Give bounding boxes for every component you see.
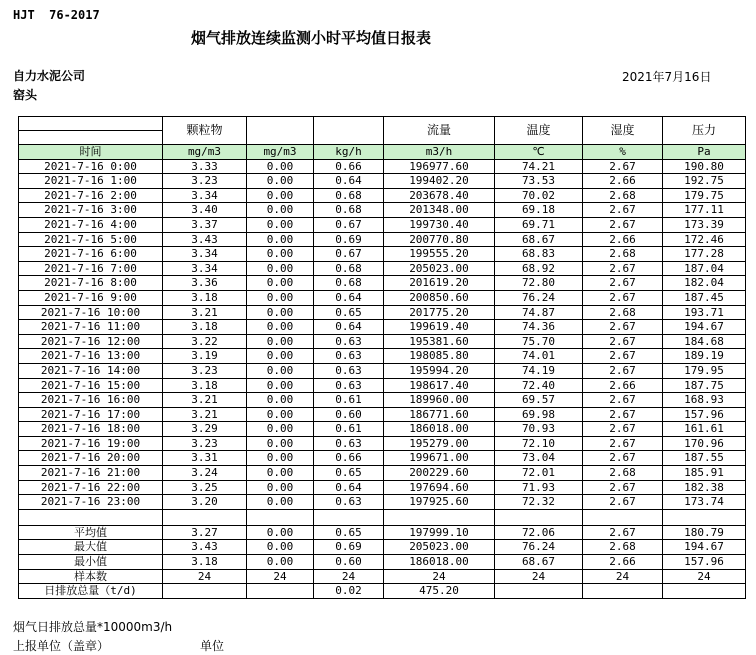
value-cell: 173.39 <box>663 217 746 232</box>
value-cell: 157.96 <box>663 407 746 422</box>
value-cell: 70.02 <box>495 188 583 203</box>
value-cell: 199402.20 <box>384 174 495 189</box>
value-cell: 0.60 <box>314 407 384 422</box>
value-cell: 0.00 <box>247 276 314 291</box>
value-cell: 3.25 <box>163 480 247 495</box>
value-cell: 0.63 <box>314 363 384 378</box>
value-cell: 177.28 <box>663 247 746 262</box>
summary-label: 样本数 <box>19 569 163 584</box>
value-cell: 69.98 <box>495 407 583 422</box>
value-cell: 2.67 <box>583 159 663 174</box>
table-row <box>19 378 746 393</box>
value-cell: 0.63 <box>314 349 384 364</box>
table-row <box>19 290 746 305</box>
report-title: 烟气排放连续监测小时平均值日报表 <box>190 29 431 47</box>
summary-label: 平均值 <box>19 525 163 540</box>
table-row <box>19 247 746 262</box>
table-row <box>19 334 746 349</box>
summary-row <box>19 555 746 570</box>
value-cell: 0.63 <box>314 378 384 393</box>
value-cell: 195279.00 <box>384 436 495 451</box>
value-cell: 2.68 <box>583 188 663 203</box>
summary-value-cell: 3.18 <box>163 555 247 570</box>
value-cell: 73.04 <box>495 451 583 466</box>
value-cell: 0.00 <box>247 363 314 378</box>
table-row <box>19 393 746 408</box>
summary-value-cell: 475.20 <box>384 584 495 599</box>
time-cell: 2021-7-16 18:00 <box>19 422 163 437</box>
time-cell: 2021-7-16 8:00 <box>19 276 163 291</box>
summary-value-cell: 0.65 <box>314 525 384 540</box>
summary-row <box>19 525 746 540</box>
value-cell: 0.00 <box>247 422 314 437</box>
summary-block <box>19 509 746 598</box>
value-cell: 192.75 <box>663 174 746 189</box>
value-cell: 2.67 <box>583 261 663 276</box>
value-cell: 0.64 <box>314 320 384 335</box>
table-header-block <box>19 117 746 160</box>
summary-value-cell: 2.67 <box>583 525 663 540</box>
value-cell: 189960.00 <box>384 393 495 408</box>
value-cell: 0.00 <box>247 480 314 495</box>
unit-cell: m3/h <box>384 145 495 160</box>
value-cell: 72.10 <box>495 436 583 451</box>
col-header-temperature: 温度 <box>495 117 583 145</box>
summary-value-cell: 3.43 <box>163 540 247 555</box>
value-cell: 0.00 <box>247 232 314 247</box>
value-cell: 2.67 <box>583 217 663 232</box>
value-cell: 196977.60 <box>384 159 495 174</box>
value-cell: 198085.80 <box>384 349 495 364</box>
table-row <box>19 320 746 335</box>
value-cell: 2.67 <box>583 495 663 510</box>
value-cell: 173.74 <box>663 495 746 510</box>
value-cell: 0.66 <box>314 451 384 466</box>
time-cell: 2021-7-16 15:00 <box>19 378 163 393</box>
value-cell: 76.24 <box>495 290 583 305</box>
value-cell: 194.67 <box>663 320 746 335</box>
summary-value-cell <box>495 584 583 599</box>
summary-value-cell <box>583 584 663 599</box>
value-cell: 3.23 <box>163 436 247 451</box>
value-cell: 187.55 <box>663 451 746 466</box>
value-cell: 3.19 <box>163 349 247 364</box>
summary-value-cell: 0.02 <box>314 584 384 599</box>
value-cell: 3.36 <box>163 276 247 291</box>
value-cell: 0.68 <box>314 261 384 276</box>
time-cell: 2021-7-16 13:00 <box>19 349 163 364</box>
value-cell: 3.31 <box>163 451 247 466</box>
value-cell: 179.95 <box>663 363 746 378</box>
value-cell: 72.01 <box>495 466 583 481</box>
value-cell: 0.00 <box>247 261 314 276</box>
value-cell: 0.68 <box>314 203 384 218</box>
value-cell: 2.66 <box>583 232 663 247</box>
value-cell: 0.00 <box>247 217 314 232</box>
summary-value-cell: 68.67 <box>495 555 583 570</box>
value-cell: 2.67 <box>583 363 663 378</box>
table-row <box>19 363 746 378</box>
value-cell: 2.67 <box>583 422 663 437</box>
value-cell: 3.40 <box>163 203 247 218</box>
report-unit-label: 上报单位（盖章） <box>13 639 110 653</box>
value-cell: 2.67 <box>583 334 663 349</box>
value-cell: 73.53 <box>495 174 583 189</box>
value-cell: 2.68 <box>583 466 663 481</box>
value-cell: 0.00 <box>247 451 314 466</box>
value-cell: 74.87 <box>495 305 583 320</box>
value-cell: 0.00 <box>247 188 314 203</box>
hourly-rows <box>19 159 746 509</box>
unit-label: 单位 <box>200 639 225 653</box>
value-cell: 2.68 <box>583 305 663 320</box>
value-cell: 3.18 <box>163 378 247 393</box>
summary-value-cell: 72.06 <box>495 525 583 540</box>
value-cell: 161.61 <box>663 422 746 437</box>
value-cell: 2.66 <box>583 174 663 189</box>
standard-code: HJT 76-2017 <box>13 8 100 22</box>
table-row <box>19 261 746 276</box>
value-cell: 0.67 <box>314 217 384 232</box>
table-row <box>19 407 746 422</box>
group-header-row <box>19 117 746 131</box>
value-cell: 0.65 <box>314 305 384 320</box>
value-cell: 72.40 <box>495 378 583 393</box>
table-row <box>19 276 746 291</box>
value-cell: 199730.40 <box>384 217 495 232</box>
value-cell: 68.83 <box>495 247 583 262</box>
value-cell: 168.93 <box>663 393 746 408</box>
value-cell: 0.64 <box>314 174 384 189</box>
value-cell: 3.29 <box>163 422 247 437</box>
unit-cell: mg/m3 <box>247 145 314 160</box>
summary-row <box>19 584 746 599</box>
footer-note: 烟气日排放总量*10000m3/h <box>13 620 173 634</box>
time-cell: 2021-7-16 1:00 <box>19 174 163 189</box>
value-cell: 0.68 <box>314 188 384 203</box>
empty-header-cell-bottom <box>19 131 163 145</box>
units-row <box>19 145 746 160</box>
report-date: 2021年7月16日 <box>622 70 712 84</box>
value-cell: 3.37 <box>163 217 247 232</box>
time-cell: 2021-7-16 21:00 <box>19 466 163 481</box>
value-cell: 186018.00 <box>384 422 495 437</box>
summary-value-cell: 194.67 <box>663 540 746 555</box>
value-cell: 75.70 <box>495 334 583 349</box>
value-cell: 3.21 <box>163 305 247 320</box>
summary-value-cell: 3.27 <box>163 525 247 540</box>
value-cell: 0.00 <box>247 159 314 174</box>
value-cell: 72.80 <box>495 276 583 291</box>
col-header-blank-2 <box>314 117 384 145</box>
summary-value-cell <box>247 584 314 599</box>
value-cell: 0.00 <box>247 349 314 364</box>
value-cell: 172.46 <box>663 232 746 247</box>
value-cell: 3.34 <box>163 261 247 276</box>
value-cell: 74.21 <box>495 159 583 174</box>
value-cell: 0.00 <box>247 305 314 320</box>
value-cell: 74.36 <box>495 320 583 335</box>
value-cell: 0.61 <box>314 393 384 408</box>
summary-value-cell: 180.79 <box>663 525 746 540</box>
value-cell: 70.93 <box>495 422 583 437</box>
value-cell: 0.68 <box>314 276 384 291</box>
col-header-particulate: 颗粒物 <box>163 117 247 145</box>
summary-value-cell: 197999.10 <box>384 525 495 540</box>
table-row <box>19 159 746 174</box>
table-row <box>19 174 746 189</box>
value-cell: 2.67 <box>583 451 663 466</box>
value-cell: 187.75 <box>663 378 746 393</box>
summary-value-cell: 24 <box>495 569 583 584</box>
summary-label: 日排放总量（t/d) <box>19 584 163 599</box>
value-cell: 71.93 <box>495 480 583 495</box>
table-row <box>19 203 746 218</box>
value-cell: 3.24 <box>163 466 247 481</box>
value-cell: 0.00 <box>247 407 314 422</box>
time-cell: 2021-7-16 11:00 <box>19 320 163 335</box>
value-cell: 170.96 <box>663 436 746 451</box>
summary-value-cell: 0.69 <box>314 540 384 555</box>
value-cell: 0.00 <box>247 393 314 408</box>
summary-value-cell: 0.60 <box>314 555 384 570</box>
value-cell: 3.33 <box>163 159 247 174</box>
value-cell: 200770.80 <box>384 232 495 247</box>
summary-row <box>19 569 746 584</box>
summary-value-cell: 0.00 <box>247 525 314 540</box>
value-cell: 0.66 <box>314 159 384 174</box>
summary-value-cell <box>163 584 247 599</box>
value-cell: 3.23 <box>163 363 247 378</box>
time-cell: 2021-7-16 5:00 <box>19 232 163 247</box>
value-cell: 177.11 <box>663 203 746 218</box>
value-cell: 74.01 <box>495 349 583 364</box>
time-cell: 2021-7-16 12:00 <box>19 334 163 349</box>
value-cell: 3.20 <box>163 495 247 510</box>
summary-value-cell: 2.66 <box>583 555 663 570</box>
col-header-blank-1 <box>247 117 314 145</box>
value-cell: 193.71 <box>663 305 746 320</box>
value-cell: 195994.20 <box>384 363 495 378</box>
table-row <box>19 305 746 320</box>
value-cell: 3.18 <box>163 290 247 305</box>
value-cell: 3.21 <box>163 407 247 422</box>
value-cell: 0.00 <box>247 290 314 305</box>
time-cell: 2021-7-16 17:00 <box>19 407 163 422</box>
value-cell: 197694.60 <box>384 480 495 495</box>
value-cell: 0.65 <box>314 466 384 481</box>
summary-value-cell: 2.68 <box>583 540 663 555</box>
value-cell: 68.92 <box>495 261 583 276</box>
value-cell: 3.34 <box>163 247 247 262</box>
value-cell: 199555.20 <box>384 247 495 262</box>
time-cell: 2021-7-16 7:00 <box>19 261 163 276</box>
table-row <box>19 495 746 510</box>
summary-value-cell: 157.96 <box>663 555 746 570</box>
summary-value-cell: 24 <box>314 569 384 584</box>
value-cell: 179.75 <box>663 188 746 203</box>
col-header-pressure: 压力 <box>663 117 746 145</box>
value-cell: 69.57 <box>495 393 583 408</box>
value-cell: 0.00 <box>247 378 314 393</box>
value-cell: 0.00 <box>247 466 314 481</box>
table-row <box>19 436 746 451</box>
summary-value-cell: 24 <box>163 569 247 584</box>
table-row <box>19 480 746 495</box>
value-cell: 0.64 <box>314 290 384 305</box>
summary-value-cell: 24 <box>384 569 495 584</box>
value-cell: 0.63 <box>314 334 384 349</box>
unit-cell: Pa <box>663 145 746 160</box>
value-cell: 2.67 <box>583 480 663 495</box>
table-row <box>19 451 746 466</box>
value-cell: 69.71 <box>495 217 583 232</box>
value-cell: 0.61 <box>314 422 384 437</box>
value-cell: 0.00 <box>247 203 314 218</box>
value-cell: 2.67 <box>583 393 663 408</box>
value-cell: 3.18 <box>163 320 247 335</box>
table-row <box>19 466 746 481</box>
value-cell: 199619.40 <box>384 320 495 335</box>
value-cell: 199671.00 <box>384 451 495 466</box>
table-row <box>19 422 746 437</box>
value-cell: 2.67 <box>583 290 663 305</box>
table-row <box>19 217 746 232</box>
time-cell: 2021-7-16 23:00 <box>19 495 163 510</box>
value-cell: 201619.20 <box>384 276 495 291</box>
value-cell: 69.18 <box>495 203 583 218</box>
value-cell: 182.38 <box>663 480 746 495</box>
value-cell: 2.67 <box>583 320 663 335</box>
summary-value-cell: 205023.00 <box>384 540 495 555</box>
col-header-flow: 流量 <box>384 117 495 145</box>
value-cell: 190.80 <box>663 159 746 174</box>
value-cell: 0.69 <box>314 232 384 247</box>
value-cell: 203678.40 <box>384 188 495 203</box>
summary-row <box>19 540 746 555</box>
summary-value-cell: 24 <box>583 569 663 584</box>
table-row <box>19 349 746 364</box>
value-cell: 0.67 <box>314 247 384 262</box>
value-cell: 0.00 <box>247 495 314 510</box>
summary-value-cell: 0.00 <box>247 540 314 555</box>
value-cell: 2.67 <box>583 276 663 291</box>
value-cell: 0.00 <box>247 174 314 189</box>
time-cell: 2021-7-16 9:00 <box>19 290 163 305</box>
value-cell: 0.00 <box>247 334 314 349</box>
value-cell: 187.04 <box>663 261 746 276</box>
summary-value-cell: 24 <box>663 569 746 584</box>
time-cell: 2021-7-16 19:00 <box>19 436 163 451</box>
value-cell: 74.19 <box>495 363 583 378</box>
value-cell: 3.22 <box>163 334 247 349</box>
spacer-row <box>19 509 746 525</box>
time-cell: 2021-7-16 20:00 <box>19 451 163 466</box>
table-row <box>19 232 746 247</box>
value-cell: 201348.00 <box>384 203 495 218</box>
time-cell: 2021-7-16 3:00 <box>19 203 163 218</box>
value-cell: 0.63 <box>314 436 384 451</box>
value-cell: 2.66 <box>583 378 663 393</box>
value-cell: 184.68 <box>663 334 746 349</box>
monitoring-point: 窑头 <box>13 88 38 102</box>
value-cell: 201775.20 <box>384 305 495 320</box>
value-cell: 2.67 <box>583 436 663 451</box>
value-cell: 195381.60 <box>384 334 495 349</box>
summary-value-cell <box>663 584 746 599</box>
value-cell: 0.63 <box>314 495 384 510</box>
value-cell: 3.34 <box>163 188 247 203</box>
time-cell: 2021-7-16 22:00 <box>19 480 163 495</box>
value-cell: 182.04 <box>663 276 746 291</box>
value-cell: 189.19 <box>663 349 746 364</box>
company-name: 自力水泥公司 <box>13 69 86 83</box>
unit-cell: ℃ <box>495 145 583 160</box>
summary-value-cell: 0.00 <box>247 555 314 570</box>
value-cell: 0.00 <box>247 247 314 262</box>
value-cell: 200229.60 <box>384 466 495 481</box>
value-cell: 0.00 <box>247 436 314 451</box>
time-cell: 2021-7-16 2:00 <box>19 188 163 203</box>
value-cell: 68.67 <box>495 232 583 247</box>
value-cell: 205023.00 <box>384 261 495 276</box>
time-cell: 2021-7-16 16:00 <box>19 393 163 408</box>
value-cell: 0.00 <box>247 320 314 335</box>
value-cell: 72.32 <box>495 495 583 510</box>
time-cell: 2021-7-16 10:00 <box>19 305 163 320</box>
value-cell: 0.64 <box>314 480 384 495</box>
unit-cell: kg/h <box>314 145 384 160</box>
time-cell: 2021-7-16 6:00 <box>19 247 163 262</box>
monitoring-table <box>18 116 746 599</box>
summary-value-cell: 76.24 <box>495 540 583 555</box>
unit-cell: % <box>583 145 663 160</box>
value-cell: 198617.40 <box>384 378 495 393</box>
summary-value-cell: 24 <box>247 569 314 584</box>
value-cell: 2.67 <box>583 203 663 218</box>
time-cell: 2021-7-16 0:00 <box>19 159 163 174</box>
time-column-header: 时间 <box>19 145 163 160</box>
value-cell: 197925.60 <box>384 495 495 510</box>
value-cell: 200850.60 <box>384 290 495 305</box>
value-cell: 185.91 <box>663 466 746 481</box>
col-header-humidity: 湿度 <box>583 117 663 145</box>
time-cell: 2021-7-16 14:00 <box>19 363 163 378</box>
table-row <box>19 188 746 203</box>
value-cell: 186771.60 <box>384 407 495 422</box>
summary-label: 最小值 <box>19 555 163 570</box>
value-cell: 2.67 <box>583 349 663 364</box>
value-cell: 2.67 <box>583 407 663 422</box>
summary-label: 最大值 <box>19 540 163 555</box>
unit-cell: mg/m3 <box>163 145 247 160</box>
time-cell: 2021-7-16 4:00 <box>19 217 163 232</box>
summary-value-cell: 186018.00 <box>384 555 495 570</box>
empty-header-cell-top <box>19 117 163 131</box>
value-cell: 2.68 <box>583 247 663 262</box>
value-cell: 3.43 <box>163 232 247 247</box>
value-cell: 3.23 <box>163 174 247 189</box>
value-cell: 3.21 <box>163 393 247 408</box>
value-cell: 187.45 <box>663 290 746 305</box>
